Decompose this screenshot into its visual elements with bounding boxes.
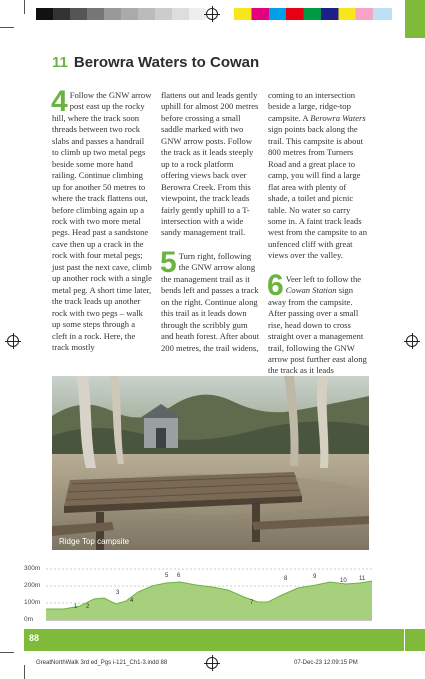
- step-6-paragraph: 6 Veer left to follow the Cowan Station sign away from the campsite. After passing over a small rise, head down to cross straight over a management trail, following the GNW arrow post further east along the track as it leads: [267, 268, 367, 376]
- section-title: Berowra Waters to Cowan: [73, 54, 260, 71]
- step-5-continued: coming to an intersection beside a large, ridge-top campsite. A Berowra Waters sign points back along the trail. This campsite is about 800 metres from Turners Road and a great place to camp, you will find a large flat area with plenty of shade, a toilet and picnic table. No water so carry some in. A faint track leads west from the campsite to an unfenced cliff with great views over the valley.: [268, 90, 368, 261]
- y-axis-label: 0m: [24, 616, 34, 623]
- y-axis-label: 100m: [24, 599, 41, 606]
- registration-mark-right: [406, 335, 418, 347]
- profile-point-label: 7: [250, 600, 254, 606]
- y-axis-label: 200m: [24, 582, 41, 589]
- profile-point-label: 10: [340, 578, 347, 584]
- step-5-paragraph: 5 Turn right, following the GNW arrow along the management trail as it bends left and passes a track on the right. Continue along this trail as it leads down through the scribbly gum and heath forest. After about 200 metres, the trail widens,: [160, 245, 260, 353]
- profile-point-label: 3: [116, 590, 120, 596]
- registration-mark-top: [206, 8, 218, 20]
- profile-point-label: 9: [313, 574, 317, 580]
- chapter-tab: [405, 629, 425, 651]
- registration-mark-bottom: [206, 657, 218, 669]
- crop-mark: [24, 665, 25, 679]
- slug-timestamp: 07-Dec-23 12:09:15 PM: [294, 660, 358, 666]
- photo-caption: Ridge Top campsite: [59, 537, 130, 546]
- slug-file: GreatNorthWalk 3rd ed_Pgs i-121_Ch1-3.indd 88: [36, 660, 168, 666]
- elevation-chart: [46, 566, 372, 622]
- page-title: [52, 54, 259, 71]
- footer-bar: [24, 629, 404, 651]
- profile-point-label: 1: [74, 604, 78, 610]
- profile-point-label: 5: [165, 573, 169, 579]
- section-number: 11: [52, 54, 68, 71]
- registration-mark-left: [7, 335, 19, 347]
- step-number: 4: [51, 85, 68, 118]
- campsite-photo: [52, 376, 369, 550]
- chapter-tab: [405, 0, 425, 38]
- text-column-2: [161, 90, 261, 354]
- color-bar: [234, 8, 392, 20]
- step-4-paragraph: 4 Follow the GNW arrow post east up the rocky hill, where the track soon threads between two rock slabs and passes a handrail to climb up two metal pegs beside some more hand railing. Continue climbing up for another 50 metres to where the track flattens out, before climbing again up a rock with two more metal pegs. Head past a sandstone cave then up a crack in the rock with four metal pegs; just past the next cave, climb up another rock with a single metal peg. A short time later, the track leads up another rock with two pegs – walk up some steps through a cleft in a rock. Here, the track mostly: [51, 85, 152, 352]
- grayscale-bar: [36, 8, 206, 20]
- crop-mark: [0, 652, 14, 653]
- text-column-1: [51, 85, 152, 353]
- page-number: 88: [29, 633, 40, 643]
- crop-mark: [0, 27, 14, 28]
- y-axis-label: 300m: [24, 565, 41, 572]
- profile-point-label: 8: [284, 576, 288, 582]
- profile-point-label: 4: [130, 598, 134, 604]
- step-number: 6: [267, 268, 284, 302]
- profile-point-label: 11: [359, 576, 366, 582]
- step-number: 5: [160, 245, 177, 279]
- text-column-3: [268, 90, 368, 377]
- elevation-profile: [24, 566, 372, 626]
- profile-point-label: 6: [177, 573, 181, 579]
- step-4-continued: flattens out and leads gently uphill for almost 200 metres before crossing a small saddle marked with two GNW arrow posts. Follow the track as it leads steeply up to a rock platform offering views back over Berowra Creek. From this viewpoint, the track leads fairly gently uphill to a T-intersection with a wide sandy management trail.: [161, 90, 259, 238]
- profile-point-label: 2: [86, 604, 90, 610]
- crop-mark: [24, 0, 25, 14]
- campsite-illustration: [52, 376, 369, 550]
